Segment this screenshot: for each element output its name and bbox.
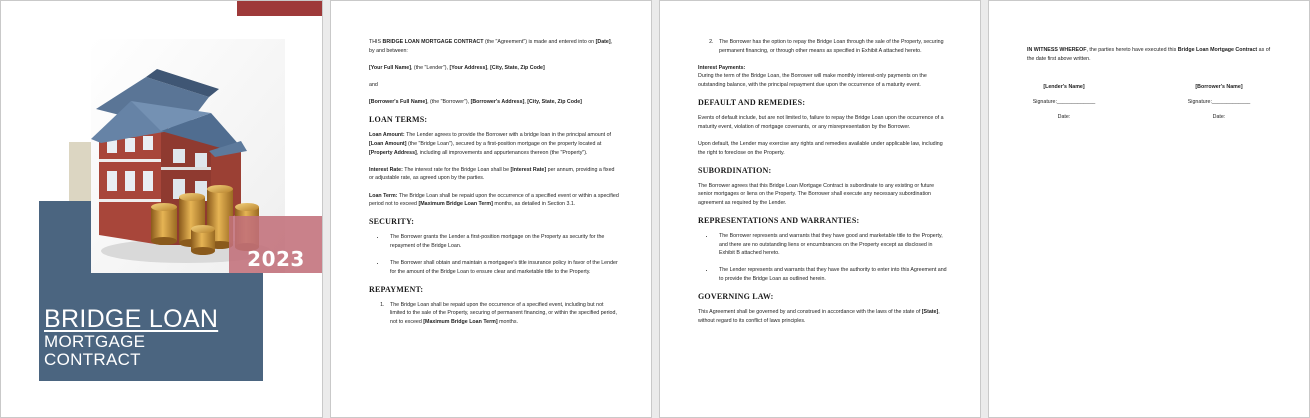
lender-signature-block (1014, 83, 1114, 121)
list-item: 2. The Borrower has the option to repay the Bridge Loan through the sale of the Property, securing permanent financing, or through other means as specified in Exhibit A attached hereto. (715, 38, 948, 55)
witness-paragraph (1027, 46, 1277, 63)
cover-title-line2-3 (44, 333, 145, 369)
list-item (386, 301, 619, 327)
date-placeholder: [Date] (595, 39, 611, 45)
borrower-name-placeholder: [Borrower's Full Name] (369, 99, 428, 106)
loan-term-text: months, as detailed in Section 3.1. (492, 201, 576, 208)
interest-rate-text: The interest rate for the Bridge Loan shall be (402, 166, 511, 173)
lender-date-line: Date: (1057, 114, 1071, 120)
interest-rate-text: per annum, providing a fixed or adjustable rate, as agreed upon by the parties. (369, 166, 615, 182)
contract-page-4 (988, 0, 1310, 418)
governing-law-heading: GOVERNING LAW: (698, 292, 774, 302)
borrower-address-placeholder: [Borrower's Address] (470, 99, 525, 106)
cover-title-line3: CONTRACT (44, 350, 141, 369)
lender-signature-line: Signature:_____________ (1032, 99, 1096, 105)
page-3-body (698, 38, 948, 334)
list-item: • The Borrower represents and warrants that they have good and marketable title to the Property, and there are no outstanding liens or encumbrances on the Property except as disclosed in Exhibit B attached hereto. (715, 232, 948, 258)
representations-list (698, 232, 948, 284)
intro-paragraph (369, 38, 619, 55)
and-line: and (369, 81, 378, 88)
borrower-signature-line: Signature:_____________ (1187, 99, 1251, 105)
borrower-name-placeholder: [Borrower's Name] (1195, 84, 1243, 90)
witness-heading: IN WITNESS WHEREOF (1027, 47, 1087, 53)
borrower-city-placeholder: [City, State, Zip Code] (527, 99, 582, 106)
lender-party-line (369, 64, 619, 73)
witness-text: , the parties hereto have executed this (1086, 47, 1178, 53)
cover-title-line2: MORTGAGE (44, 332, 146, 351)
page-2-body (369, 38, 619, 335)
page-4-body (1027, 46, 1277, 72)
interest-rate-paragraph (369, 166, 619, 183)
lender-name-placeholder: [Lender's Name] (1043, 84, 1085, 90)
lender-name-placeholder: [Your Full Name] (369, 64, 411, 71)
repayment-list (369, 301, 619, 327)
governing-law-paragraph (698, 308, 948, 325)
borrower-text: , (524, 99, 528, 106)
interest-payments-label (698, 64, 948, 73)
subordination-heading: SUBORDINATION: (698, 165, 772, 175)
intro-text: THIS (369, 39, 383, 45)
intro-text: , by and between: (369, 39, 613, 54)
interest-rate-placeholder: [Interest Rate] (510, 166, 547, 173)
loan-term-text: The Bridge Loan shall be repaid upon the occurrence of a specified event or within a specified period not to exceed (369, 192, 619, 208)
default-paragraph-1: Events of default include, but are not limited to, failure to repay the Bridge Loan upon the occurrence of a maturity event, violation of mortgage covenants, or any misrepresentation by the Borrower. (698, 115, 944, 130)
loan-amount-paragraph (369, 131, 619, 157)
loan-term-label: Loan Term: (369, 192, 398, 199)
governing-text: , without regard to its conflict of laws principles. (698, 309, 940, 324)
borrower-signature-block (1169, 83, 1269, 121)
witness-text: as of the date first above written. (1027, 47, 1271, 62)
max-term-placeholder: [Maximum Bridge Loan Term] (423, 319, 498, 326)
governing-text: This Agreement shall be governed by and construed in accordance with the laws of the state of (698, 309, 922, 316)
loan-amount-placeholder: [Loan Amount] (369, 140, 407, 147)
subordination-paragraph: The Borrower agrees that this Bridge Loan Mortgage Contract is subordinate to any existing or future senior mortgages or liens on the Property. The Borrower shall execute any necessary subordination agreement as required by the Lender. (698, 182, 935, 206)
contract-name: Bridge Loan Mortgage Contract (1177, 47, 1258, 53)
contract-page-3 (659, 0, 981, 418)
cover-red-accent-bar (237, 1, 323, 16)
state-placeholder: [State] (921, 309, 939, 316)
borrower-text: , (the "Borrower"), (427, 99, 471, 106)
lender-text: , (the "Lender"), (410, 64, 450, 71)
loan-amount-text: The Lender agrees to provide the Borrower with a bridge loan in the principal amount of (404, 132, 612, 139)
security-heading: SECURITY: (369, 217, 415, 227)
cover-page (0, 0, 323, 418)
interest-payments-paragraph: During the term of the Bridge Loan, the Borrower will make monthly interest-only payments on the outstanding balance, with the principal repayment due upon the occurrence of a maturity event. (698, 73, 927, 88)
property-address-placeholder: [Property Address] (369, 149, 417, 156)
loan-amount-label: Loan Amount: (369, 132, 405, 139)
lender-address-placeholder: [Your Address] (449, 64, 488, 71)
repayment-heading: REPAYMENT: (369, 284, 424, 294)
loan-terms-heading: LOAN TERMS: (369, 115, 428, 125)
default-heading: DEFAULT AND REMEDIES: (698, 98, 806, 108)
interest-rate-label: Interest Rate: (369, 166, 403, 173)
loan-amount-text: (the "Bridge Loan"), secured by a first-position mortgage on the property located at (406, 140, 602, 147)
intro-text: (the "Agreement") is made and entered into on (483, 39, 596, 45)
loan-term-paragraph (369, 192, 619, 209)
interest-payments-title: Interest Payments: (698, 64, 746, 71)
list-item: • The Borrower shall obtain and maintain a mortgagee's title insurance policy in favor of the Lender for the amount of the Bridge Loan to ensure clear and marketable title to the Property. (386, 259, 619, 276)
cover-year: 2023 (247, 247, 305, 271)
lender-text: , (487, 64, 491, 71)
repayment-text: The Bridge Loan shall be repaid upon the occurrence of a specified event, including but not limited to the sale of the Property, securing of permanent financing, or within the specified period, not to exceed (390, 301, 617, 326)
max-term-placeholder: [Maximum Bridge Loan Term] (418, 201, 493, 208)
repayment-text: months. (497, 319, 518, 326)
repayment-list-continued (698, 38, 948, 55)
borrower-party-line (369, 98, 619, 107)
loan-amount-text: , including all improvements and appurtenances thereon (the "Property"). (416, 149, 588, 156)
contract-page-2 (330, 0, 652, 418)
security-list (369, 233, 619, 276)
default-paragraph-2: Upon default, the Lender may exercise any rights and remedies available under applicable law, including the right to foreclose on the Property. (698, 140, 943, 156)
contract-name: BRIDGE LOAN MORTGAGE CONTRACT (382, 39, 484, 45)
cover-title-line1: BRIDGE LOAN (44, 305, 219, 333)
representations-heading: REPRESENTATIONS AND WARRANTIES: (698, 216, 860, 226)
list-item: • The Borrower grants the Lender a first-position mortgage on the Property as security for the repayment of the Bridge Loan. (386, 233, 619, 250)
list-item: • The Lender represents and warrants that they have the authority to enter into this Agreement and to provide the Bridge Loan as outlined herein. (715, 266, 948, 283)
borrower-date-line: Date: (1212, 114, 1226, 120)
lender-city-placeholder: [City, State, Zip Code] (490, 64, 545, 71)
